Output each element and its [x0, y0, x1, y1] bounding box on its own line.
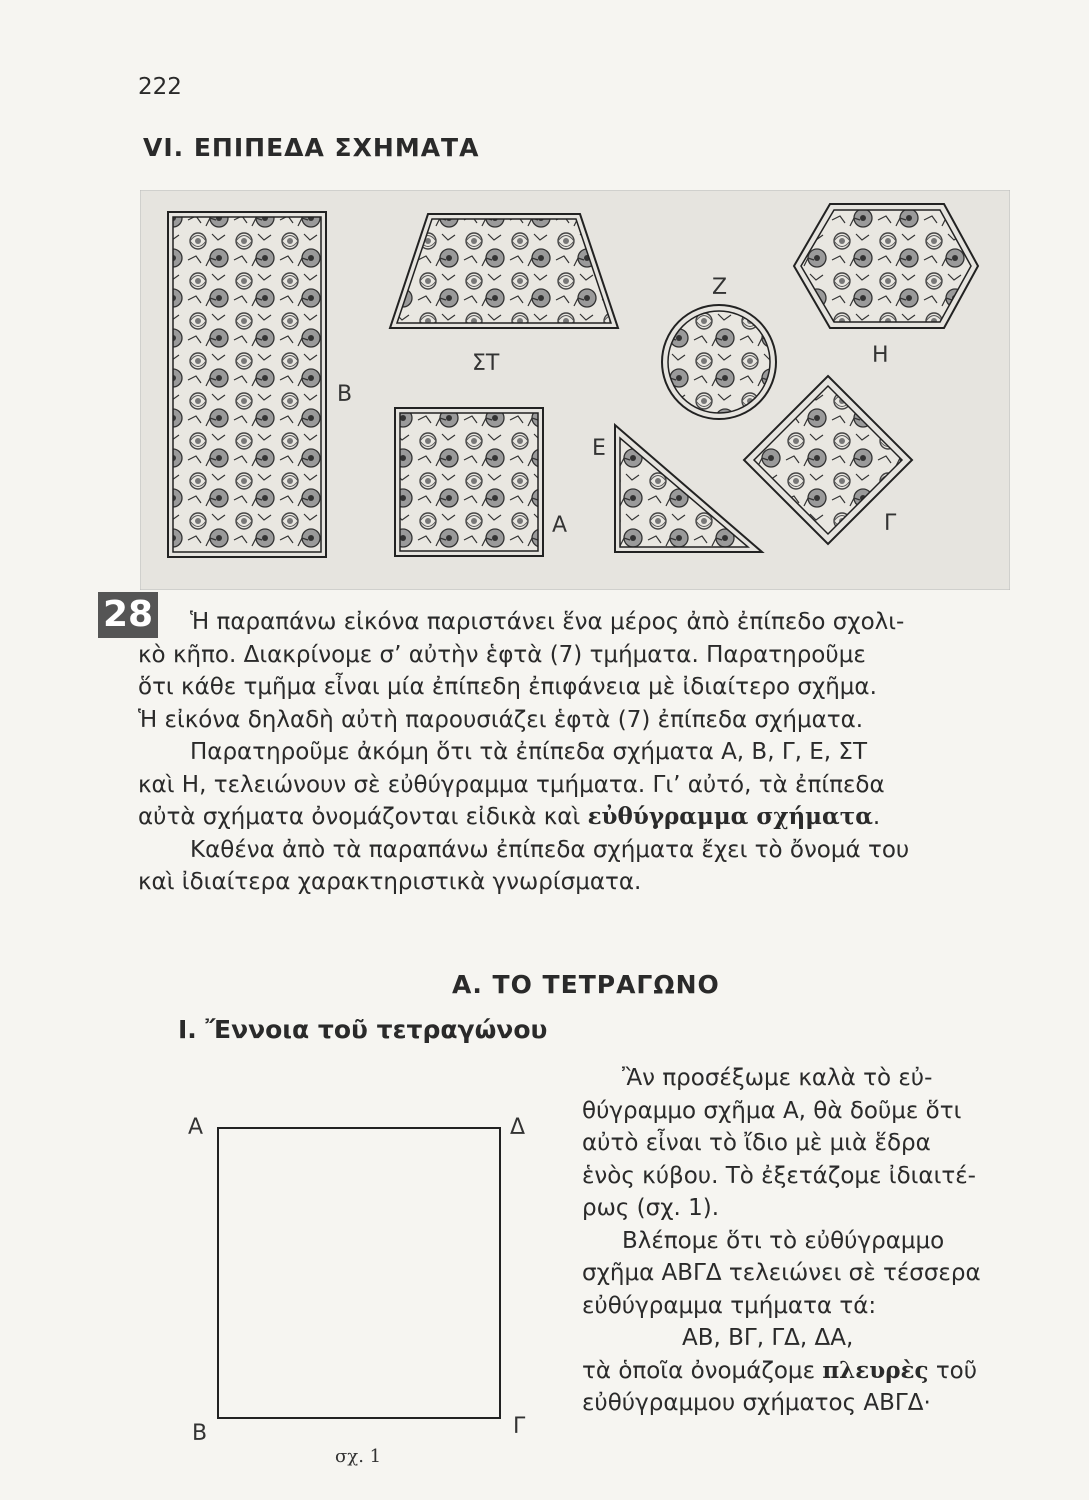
label-Z: Ζ — [712, 275, 728, 300]
label-H: Η — [872, 343, 889, 368]
shape-Z-circle — [662, 305, 776, 419]
vertex-G-label: Γ — [513, 1414, 526, 1439]
shape-A-square — [395, 408, 543, 556]
text-line: εὐθύγραμμα τμήματα τά: — [582, 1292, 877, 1319]
intro-text-span: αὐτὰ σχήματα ὀνομάζονται εἰδικὰ καὶ — [138, 804, 581, 830]
text-line: εὐθύγραμμου σχήματος ΑΒΓΔ· — [582, 1390, 931, 1416]
intro-line: Ἡ παραπάνω εἰκόνα παριστάνει ἕνα μέρος ἀπὸ ἐπίπεδο σχολι- — [190, 609, 905, 635]
square-ABGD — [218, 1128, 500, 1418]
shape-B-rectangle — [168, 212, 326, 557]
intro-line: καὶ ἰδιαίτερα χαρακτηριστικὰ γνωρίσματα. — [138, 869, 642, 895]
label-A: Α — [552, 513, 568, 538]
section-title: VI. ΕΠΙΠΕΔΑ ΣΧΗΜΑΤΑ — [143, 133, 480, 162]
intro-period: . — [872, 804, 881, 830]
intro-line: κὸ κῆπο. Διακρίνομε σ’ αὐτὴν ἑφτὰ (7) τμήματα. Παρατηροῦμε — [138, 641, 866, 668]
text-line: Ἂν προσέξωμε καλὰ τὸ εὐ- — [622, 1065, 933, 1091]
intro-line: ὅτι κάθε τμῆμα εἶναι μία ἐπίπεδη ἐπιφάνεια μὲ ἰδιαίτερο σχῆμα. — [138, 674, 877, 700]
term-rectilinear-shapes: εὐθύγραμμα σχήματα — [587, 803, 873, 830]
label-ST: ΣΤ — [472, 351, 500, 376]
intro-line: Παρατηροῦμε ἀκόμη ὅτι τὰ ἐπίπεδα σχήματα Α, Β, Γ, Ε, ΣΤ — [190, 739, 868, 765]
text-line: Βλέπομε ὅτι τὸ εὐθύγραμμο — [622, 1227, 945, 1254]
text-span: τὰ ὁποῖα ὀνομάζομε — [582, 1357, 815, 1384]
vertex-B-label: Β — [192, 1421, 208, 1446]
intro-line — [138, 801, 1018, 834]
intro-line: Καθένα ἀπὸ τὰ παραπάνω ἐπίπεδα σχήματα ἔχει τὸ ὄνομά του — [190, 836, 910, 863]
text-line — [582, 1355, 1032, 1388]
label-B: Β — [337, 382, 353, 407]
intro-line: Ἡ εἰκόνα δηλαδὴ αὐτὴ παρουσιάζει ἑφτὰ (7) ἐπίπεδα σχήματα. — [138, 706, 864, 733]
side-list: ΑΒ, ΒΓ, ΓΔ, ΔΑ, — [682, 1325, 854, 1351]
term-sides: πλευρὲς — [822, 1356, 929, 1384]
text-line: ρως (σχ. 1). — [582, 1195, 720, 1221]
page-number: 222 — [138, 74, 182, 100]
subsection-title: Α. ΤΟ ΤΕΤΡΑΓΩΝΟ — [452, 970, 720, 999]
square-figure — [160, 1100, 580, 1480]
text-span: τοῦ — [935, 1357, 978, 1384]
text-line: σχῆμα ΑΒΓΔ τελειώνει σὲ τέσσερα — [582, 1260, 981, 1286]
label-G: Γ — [884, 511, 897, 536]
text-line: αὐτὸ εἶναι τὸ ἴδιο μὲ μιὰ ἕδρα — [582, 1130, 931, 1156]
vertex-A-label: Α — [188, 1115, 204, 1140]
intro-line: καὶ Η, τελειώνουν σὲ εὐθύγραμμα τμήματα. Γι’ αὐτό, τὰ ἐπίπεδα — [138, 771, 885, 798]
school-garden-illustration — [140, 190, 1010, 590]
concept-title: Ι. Ἔννοια τοῦ τετραγώνου — [178, 1015, 548, 1044]
square-explanation — [582, 1062, 1032, 1420]
vertex-D-label: Δ — [510, 1115, 526, 1140]
figure-caption: σχ. 1 — [335, 1446, 382, 1467]
text-line: θύγραμμο σχῆμα Α, θὰ δοῦμε ὅτι — [582, 1097, 962, 1124]
lesson-number-badge: 28 — [98, 592, 158, 638]
label-E: Ε — [592, 436, 606, 461]
intro-paragraph — [138, 606, 1018, 899]
text-line: ἑνὸς κύβου. Τὸ ἐξετάζομε ἰδιαιτέ- — [582, 1162, 976, 1189]
